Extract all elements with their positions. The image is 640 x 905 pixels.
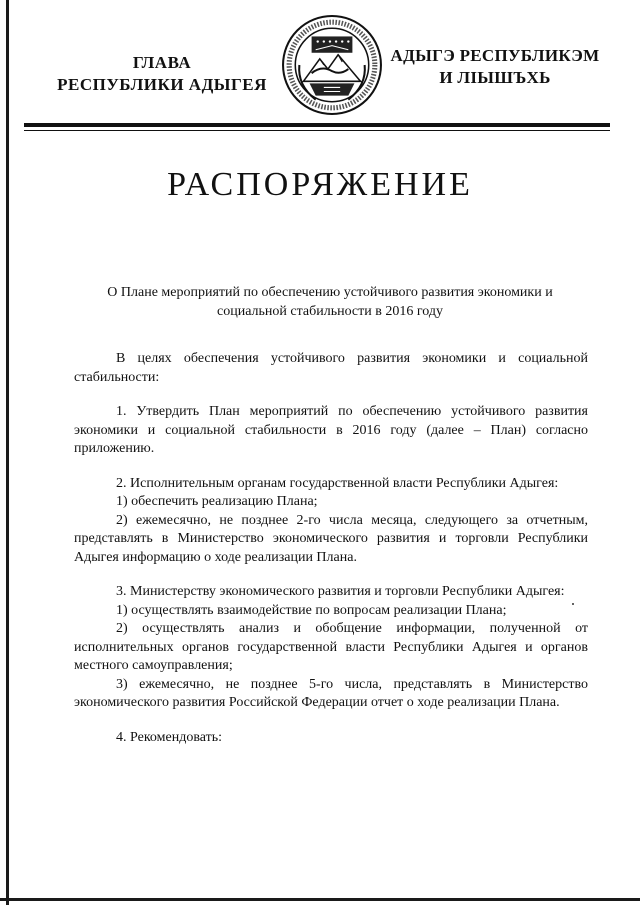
item-2-2-paragraph: 2) ежемесячно, не позднее 2-го числа месяца, следующего за отчетным, представлять в Министерство экономического развития и торговли Республики Адыгея информацию о ходе реализации Плана. bbox=[74, 512, 588, 565]
issuer-adyghe-line1: АДЫГЭ РЕСПУБЛИКЭМ bbox=[390, 46, 600, 65]
item-4-paragraph: 4. Рекомендовать: bbox=[116, 729, 222, 745]
issuer-line2: РЕСПУБЛИКИ АДЫГЕЯ bbox=[57, 75, 267, 94]
item-2-paragraph: 2. Исполнительным органам государственной власти Республики Адыгея: bbox=[116, 475, 559, 491]
preamble-paragraph: В целях обеспечения устойчивого развития экономики и социальной стабильности: bbox=[74, 351, 588, 385]
header-rule-thick bbox=[24, 123, 610, 127]
item-1-paragraph: 1. Утвердить План мероприятий по обеспечению устойчивого развития экономики и социальной стабильности в 2016 году (далее – План) согласно приложению. bbox=[74, 404, 588, 456]
item-3-paragraph: 3. Министерству экономического развития и торговли Республики Адыгея: bbox=[116, 584, 565, 599]
item-3-3-paragraph: 3) ежемесячно, не позднее 5-го числа, представлять в Министерство экономического развития Российской Федерации отчет о ходе реализации Плана. bbox=[74, 676, 588, 710]
document-body bbox=[74, 350, 588, 747]
document-title: РАСПОРЯЖЕНИЕ bbox=[167, 166, 473, 203]
issuer-title-russian bbox=[44, 52, 280, 96]
issuer-adyghe-line2: И ЛІЫШЪХЬ bbox=[439, 68, 551, 87]
item-3-2-paragraph: 2) осуществлять анализ и обобщение информации, полученной от исполнительных органов государственной власти Республики Адыгея и органов местного самоуправления; bbox=[74, 621, 588, 673]
header-rule-thin bbox=[24, 130, 610, 131]
subject-line2: социальной стабильности в 2016 году bbox=[217, 304, 443, 319]
item-2-1-paragraph: 1) обеспечить реализацию Плана; bbox=[116, 494, 318, 509]
adygea-coat-of-arms-icon bbox=[281, 14, 383, 116]
issuer-line1: ГЛАВА bbox=[132, 53, 192, 72]
scan-bottom-edge bbox=[0, 898, 640, 901]
scan-left-edge bbox=[6, 0, 9, 905]
scan-speck bbox=[572, 603, 574, 605]
document-subject bbox=[80, 283, 580, 321]
issuer-title-adyghe bbox=[380, 45, 610, 89]
item-3-1-paragraph: 1) осуществлять взаимодействие по вопросам реализации Плана; bbox=[116, 602, 507, 618]
subject-line1: О Плане мероприятий по обеспечению устойчивого развития экономики и bbox=[107, 285, 553, 300]
